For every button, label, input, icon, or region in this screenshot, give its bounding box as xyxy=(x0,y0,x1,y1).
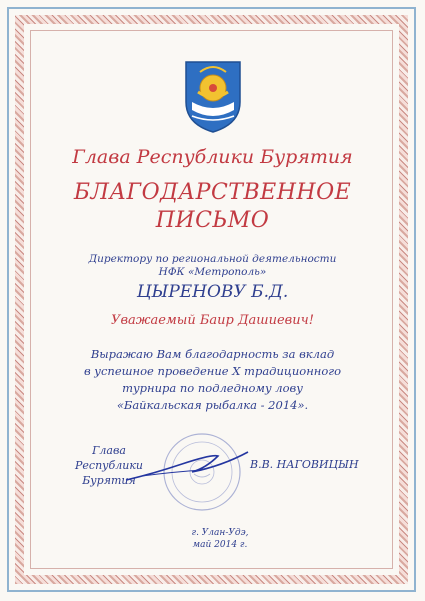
recipient-name: ЦЫРЕНОВУ Б.Д. xyxy=(136,282,289,302)
signer-position-line-2: Республики Бурятия xyxy=(75,459,143,487)
letter-body xyxy=(30,346,395,414)
document-heading-line-2: ПИСЬМО xyxy=(155,208,270,233)
recipient-position: Директору по региональной деятельности xyxy=(88,253,337,265)
recipient-organization: НФК «Метрополь» xyxy=(158,266,267,278)
signer-position-line-1: Глава xyxy=(92,444,126,457)
date: май 2014 г. xyxy=(192,540,248,550)
coat-of-arms-icon xyxy=(182,58,244,134)
handwritten-signature xyxy=(122,446,252,486)
place: г. Улан-Удэ, xyxy=(191,528,249,538)
greeting: Уважаемый Баир Дашиевич! xyxy=(111,313,314,328)
issuer-title: Глава Республики Бурятия xyxy=(72,146,353,168)
body-line: в успешное проведение X традиционного xyxy=(83,364,342,378)
place-and-date xyxy=(150,527,290,551)
body-line: турнира по подледному лову xyxy=(122,381,303,395)
document-heading-line-1: БЛАГОДАРСТВЕННОЕ xyxy=(73,180,352,205)
signer-name: В.В. НАГОВИЦЫН xyxy=(250,458,359,471)
body-line: «Байкальская рыбалка - 2014». xyxy=(116,398,309,412)
body-line: Выражаю Вам благодарность за вклад xyxy=(90,347,335,361)
